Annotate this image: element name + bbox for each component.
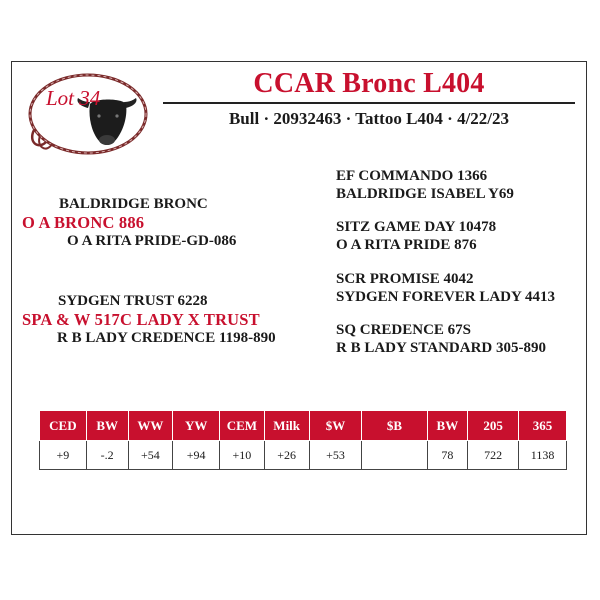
col-header-actual-bw: BW	[427, 411, 468, 441]
pedigree-dss: SCR PROMISE 4042	[336, 271, 474, 287]
rope-lariat-bull-head-icon	[26, 70, 154, 160]
col-header-milk: Milk	[264, 411, 309, 441]
pedigree-dam: SPA & W 517C LADY X TRUST	[22, 310, 260, 329]
value-weaned-index: +53	[309, 441, 362, 470]
value-bw: -.2	[86, 441, 128, 470]
page-title: CCAR Bronc L404	[253, 68, 485, 99]
lot-number: Lot 34	[46, 86, 101, 110]
animal-details: Bull · 20932463 · Tattoo L404 · 4/22/23	[228, 109, 510, 128]
title-divider	[163, 102, 575, 104]
col-header-ced: CED	[40, 411, 87, 441]
col-header-beef-index: $B	[362, 411, 427, 441]
epd-table	[39, 410, 567, 470]
pedigree-sire-sire: BALDRIDGE BRONC	[59, 196, 208, 212]
col-header-yw: YW	[173, 411, 220, 441]
value-ced: +9	[40, 441, 87, 470]
col-header-cem: CEM	[220, 411, 265, 441]
col-header-bw: BW	[86, 411, 128, 441]
pedigree-sire-dam: O A RITA PRIDE-GD-086	[67, 233, 237, 249]
pedigree-sire: O A BRONC 886	[22, 213, 145, 232]
epd-value-row	[40, 441, 567, 470]
value-cem: +10	[220, 441, 265, 470]
value-365: 1138	[519, 441, 567, 470]
pedigree-dam-sire: SYDGEN TRUST 6228	[58, 293, 208, 309]
epd-header-row	[40, 411, 567, 441]
value-milk: +26	[264, 441, 309, 470]
pedigree-sdd: O A RITA PRIDE 876	[336, 237, 477, 253]
pedigree-sds: SITZ GAME DAY 10478	[336, 219, 497, 235]
value-beef-index	[362, 441, 427, 470]
col-header-weaned-index: $W	[309, 411, 362, 441]
value-yw: +94	[173, 441, 220, 470]
pedigree-dds: SQ CREDENCE 67S	[336, 322, 472, 338]
pedigree-ddd: R B LADY STANDARD 305-890	[336, 340, 547, 356]
value-ww: +54	[128, 441, 173, 470]
value-205: 722	[468, 441, 519, 470]
pedigree-dsd: SYDGEN FOREVER LADY 4413	[336, 289, 556, 305]
pedigree-ssd: BALDRIDGE ISABEL Y69	[336, 186, 514, 202]
col-header-ww: WW	[128, 411, 173, 441]
pedigree-sss: EF COMMANDO 1366	[336, 168, 488, 184]
pedigree-dam-dam: R B LADY CREDENCE 1198-890	[57, 330, 276, 346]
col-header-365: 365	[519, 411, 567, 441]
col-header-205: 205	[468, 411, 519, 441]
value-actual-bw: 78	[427, 441, 468, 470]
